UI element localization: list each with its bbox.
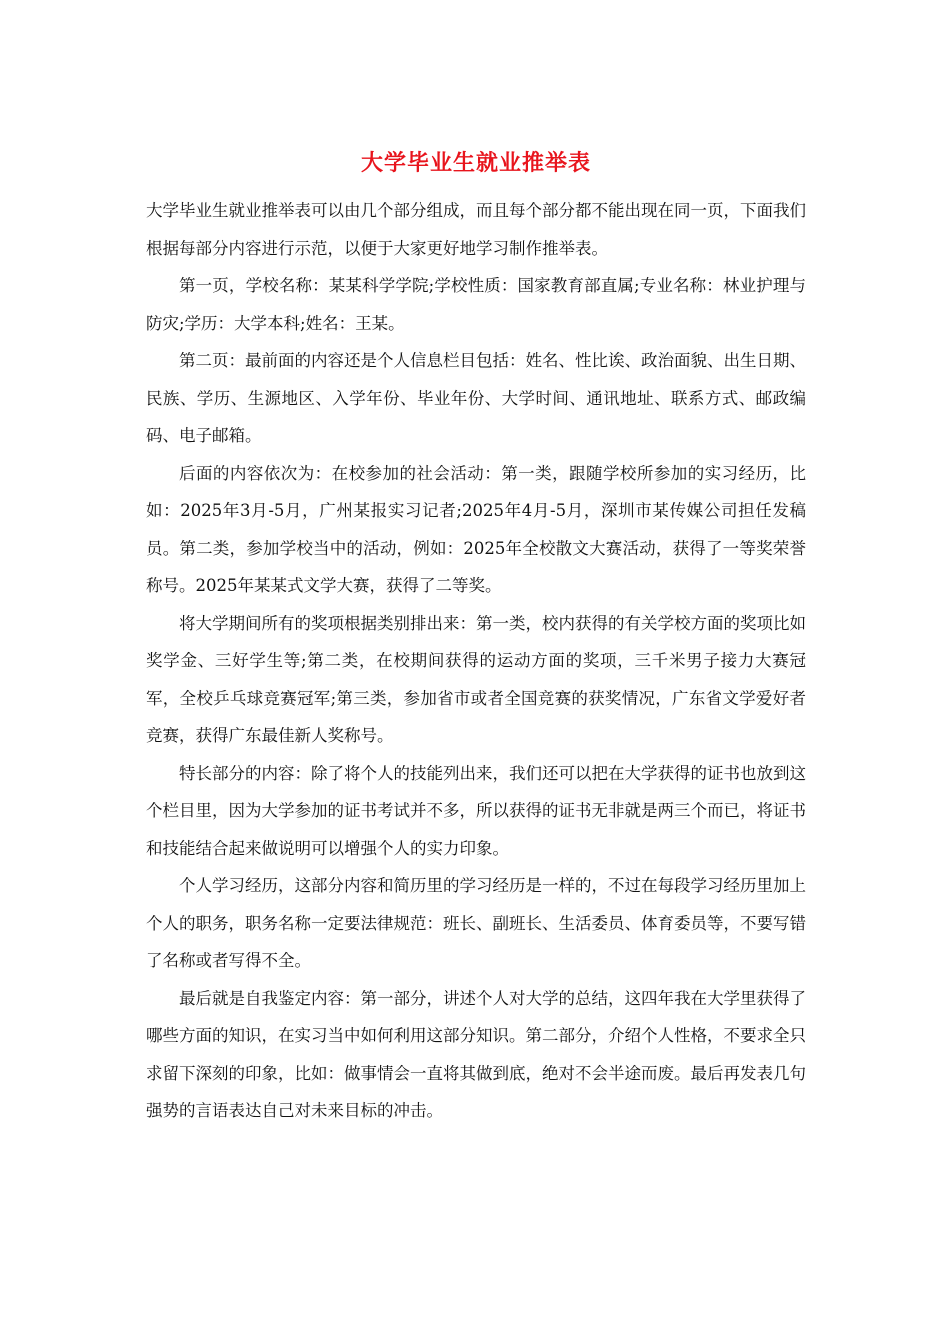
paragraph-page-one: 第一页，学校名称：某某科学学院;学校性质：国家教育部直属;专业名称：林业护理与防灾;学历：大学本科;姓名：王某。 [146,276,806,333]
paragraph-awards: 将大学期间所有的奖项根据类别排出来：第一类，校内获得的有关学校方面的奖项比如奖学金、三好学生等;第二类，在校期间获得的运动方面的奖项，三千米男子接力大赛冠军，全校乒乓球竞赛冠军;第三类，参加省市或者全国竞赛的获奖情况，广东省文学爱好者竞赛，获得广东最佳新人奖称号。 [146,613,806,745]
document-page [146,148,806,1130]
paragraph-self-evaluation: 最后就是自我鉴定内容：第一部分，讲述个人对大学的总结，这四年我在大学里获得了哪些方面的知识，在实习当中如何利用这部分知识。第二部分，介绍个人性格，不要求全只求留下深刻的印象，比如：做事情会一直将其做到底，绝对不会半途而废。最后再发表几句强势的言语表达自己对未来目标的冲击。 [146,988,806,1120]
paragraph-study-history: 个人学习经历，这部分内容和简历里的学习经历是一样的，不过在每段学习经历里加上个人的职务，职务名称一定要法律规范：班长、副班长、生活委员、体育委员等，不要写错了名称或者写得不全。 [146,876,806,970]
paragraph-intro: 大学毕业生就业推举表可以由几个部分组成，而且每个部分都不能出现在同一页，下面我们根据每部分内容进行示范，以便于大家更好地学习制作推举表。 [146,201,806,258]
paragraph-page-two: 第二页：最前面的内容还是个人信息栏目包括：姓名、性比诶、政治面貌、出生日期、民族、学历、生源地区、入学年份、毕业年份、大学时间、通讯地址、联系方式、邮政编码、电子邮箱。 [146,351,806,445]
paragraph-specialties: 特长部分的内容：除了将个人的技能列出来，我们还可以把在大学获得的证书也放到这个栏目里，因为大学参加的证书考试并不多，所以获得的证书无非就是两三个而已，将证书和技能结合起来做说明可以增强个人的实力印象。 [146,763,806,858]
document-title: 大学毕业生就业推举表 [360,150,591,176]
paragraph-activities: 后面的内容依次为：在校参加的社会活动：第一类，跟随学校所参加的实习经历，比如：2025年3月-5月，广州某报实习记者;2025年4月-5月，深圳市某传媒公司担任发稿员。第二类，参加学校当中的活动，例如：2025年全校散文大赛活动，获得了一等奖荣誉称号。2025年某某式文学大赛，获得了二等奖。 [146,463,806,595]
